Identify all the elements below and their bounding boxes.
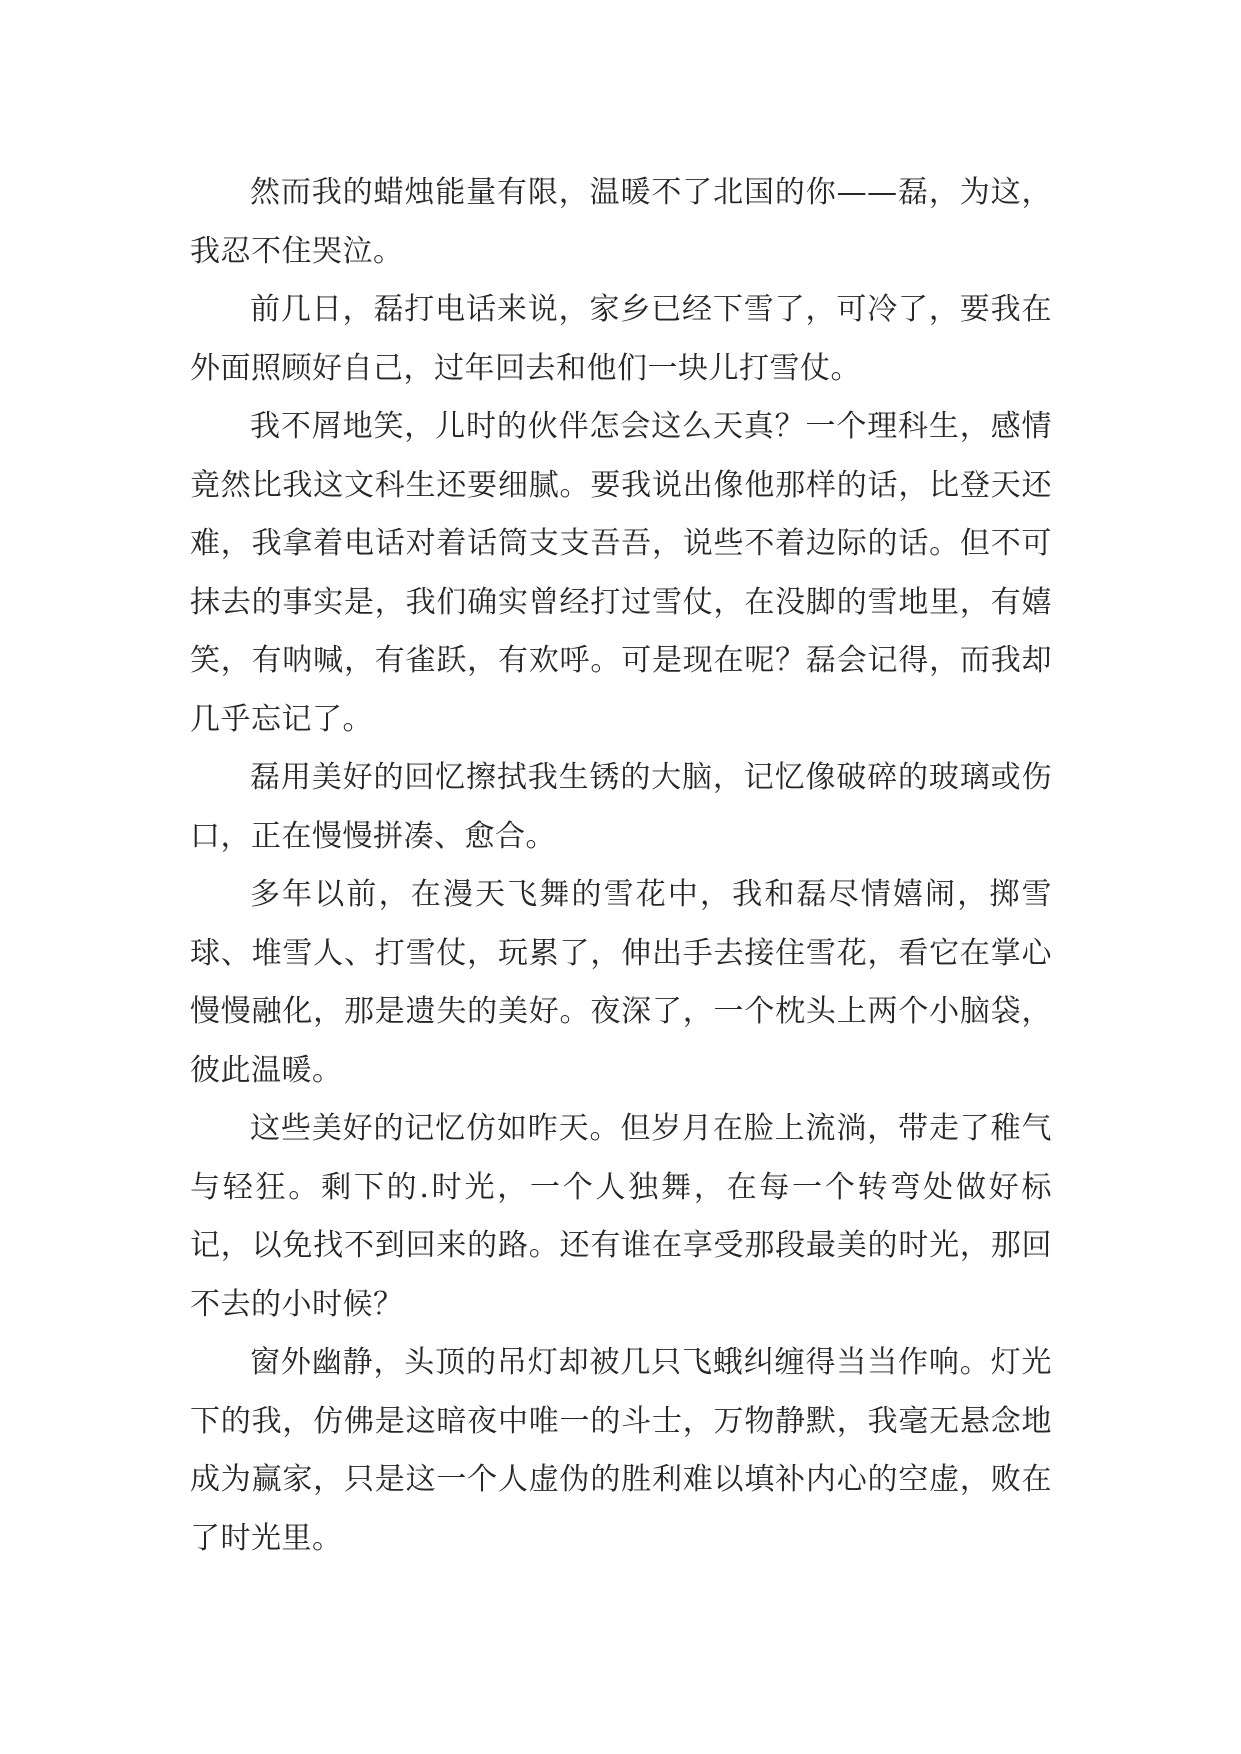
paragraph: 多年以前，在漫天飞舞的雪花中，我和磊尽情嬉闹，掷雪球、堆雪人、打雪仗，玩累了，伸出手去接住雪花，看它在掌心慢慢融化，那是遗失的美好。夜深了，一个枕头上两个小脑袋，彼此温暖。 — [190, 877, 1052, 1088]
paragraph: 我不屑地笑，儿时的伙伴怎会这么天真？一个理科生，感情竟然比我这文科生还要细腻。要我说出像他那样的话，比登天还难，我拿着电话对着话筒支支吾吾，说些不着边际的话。但不可抹去的事实是，我们确实曾经打过雪仗，在没脚的雪地里，有嬉笑，有呐喊，有雀跃，有欢呼。可是现在呢？磊会记得，而我却几乎忘记了。 — [190, 409, 1052, 737]
document-body — [190, 164, 1052, 1568]
paragraph: 前几日，磊打电话来说，家乡已经下雪了，可冷了，要我在外面照顾好自己，过年回去和他们一块儿打雪仗。 — [190, 292, 1052, 386]
paragraph: 这些美好的记忆仿如昨天。但岁月在脸上流淌，带走了稚气与轻狂。剩下的.时光，一个人独舞，在每一个转弯处做好标记，以免找不到回来的路。还有谁在享受那段最美的时光，那回不去的小时候？ — [190, 1111, 1052, 1322]
paragraph: 磊用美好的回忆擦拭我生锈的大脑，记忆像破碎的玻璃或伤口，正在慢慢拼凑、愈合。 — [190, 760, 1052, 854]
paragraph: 然而我的蜡烛能量有限，温暖不了北国的你——磊，为这，我忍不住哭泣。 — [190, 175, 1052, 269]
paragraph: 窗外幽静，头顶的吊灯却被几只飞蛾纠缠得当当作响。灯光下的我，仿佛是这暗夜中唯一的斗士，万物静默，我毫无悬念地成为赢家，只是这一个人虚伪的胜利难以填补内心的空虚，败在了时光里。 — [190, 1345, 1052, 1556]
